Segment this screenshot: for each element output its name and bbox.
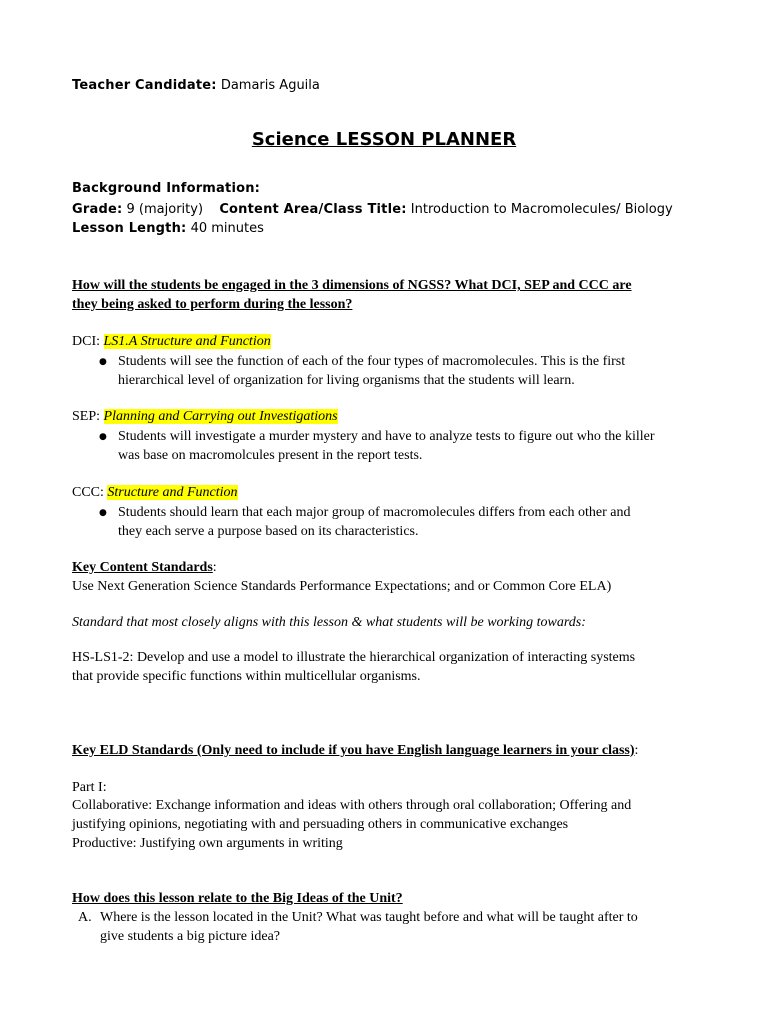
eld-productive: Productive: Justifying own arguments in writing: [72, 836, 343, 851]
dci-bullet-line1: Students will see the function of each of the four types of macromolecules. This is the first: [118, 354, 626, 369]
ccc-value: Structure and Function: [107, 485, 238, 500]
dci-value: LS1.A Structure and Function: [103, 334, 271, 349]
dci-bullet-line2: hierarchical level of organization for living organisms that the students will learn.: [118, 373, 575, 388]
grade-value: 9 (majority): [126, 202, 204, 217]
bullet-icon: ●: [99, 357, 107, 367]
hs-standard-line2: that provide specific functions within multicellular organisms.: [72, 669, 421, 684]
eld-part: Part I:: [72, 780, 107, 795]
content-standards-heading-text: Key Content Standards: [72, 560, 213, 575]
dci-label: DCI:: [72, 334, 100, 349]
teacher-label: Teacher Candidate:: [72, 78, 217, 93]
grade-label: Grade:: [72, 202, 123, 217]
sep-value: Planning and Carrying out Investigations: [103, 409, 338, 424]
list-marker-a: A.: [78, 910, 92, 925]
background-heading: Background Information:: [72, 181, 261, 196]
teacher-line: [72, 78, 320, 93]
dci-line: [72, 334, 271, 350]
sep-bullet-line2: was base on macromolcules present in the report tests.: [118, 448, 423, 463]
aligned-standard-prompt: Standard that most closely aligns with this lesson & what students will be working towards:: [72, 615, 586, 630]
content-standards-heading-colon: :: [212, 560, 217, 575]
big-ideas-heading: How does this lesson relate to the Big Ideas of the Unit?: [72, 891, 403, 906]
content-standards-heading: [72, 560, 217, 576]
content-area-label: Content Area/Class Title:: [219, 202, 407, 217]
ccc-line: [72, 485, 238, 501]
eld-heading-colon: :: [634, 743, 639, 758]
ngss-question-line2: they being asked to perform during the lesson?: [72, 297, 353, 312]
eld-heading: [72, 743, 638, 759]
content-area-value: Introduction to Macromolecules/ Biology: [410, 202, 673, 217]
lesson-length-line: [72, 221, 264, 236]
eld-heading-text: Key ELD Standards (Only need to include if you have English language learners in your class): [72, 743, 635, 758]
bullet-icon: ●: [99, 508, 107, 518]
eld-collaborative-line1: Collaborative: Exchange information and ideas with others through oral collaboration; Offering and: [72, 798, 632, 813]
ccc-bullet-line1: Students should learn that each major group of macromolecules differs from each other and: [118, 505, 631, 520]
content-standards-line: Use Next Generation Science Standards Performance Expectations; and or Common Core ELA): [72, 579, 612, 594]
grade-line: [72, 202, 673, 217]
sep-bullet-line1: Students will investigate a murder mystery and have to analyze tests to figure out who the killer: [118, 429, 655, 444]
ccc-label: CCC:: [72, 485, 104, 500]
lesson-length-label: Lesson Length:: [72, 221, 187, 236]
hs-standard-line1: HS-LS1-2: Develop and use a model to illustrate the hierarchical organization of interacting systems: [72, 650, 636, 665]
eld-collaborative-line2: justifying opinions, negotiating with and persuading others in communicative exchanges: [72, 817, 569, 832]
ngss-question-line1: How will the students be engaged in the 3 dimensions of NGSS? What DCI, SEP and CCC are: [72, 278, 632, 293]
lesson-length-value: 40 minutes: [190, 221, 264, 236]
teacher-name: Damaris Aguila: [220, 78, 320, 93]
big-ideas-item-a-line1: Where is the lesson located in the Unit? What was taught before and what will be taught after to: [100, 910, 638, 925]
sep-line: [72, 409, 338, 425]
bullet-icon: ●: [99, 432, 107, 442]
ccc-bullet-line2: they each serve a purpose based on its characteristics.: [118, 524, 419, 539]
sep-label: SEP:: [72, 409, 101, 424]
big-ideas-item-a-line2: give students a big picture idea?: [100, 929, 280, 944]
page-title: Science LESSON PLANNER: [251, 129, 517, 150]
